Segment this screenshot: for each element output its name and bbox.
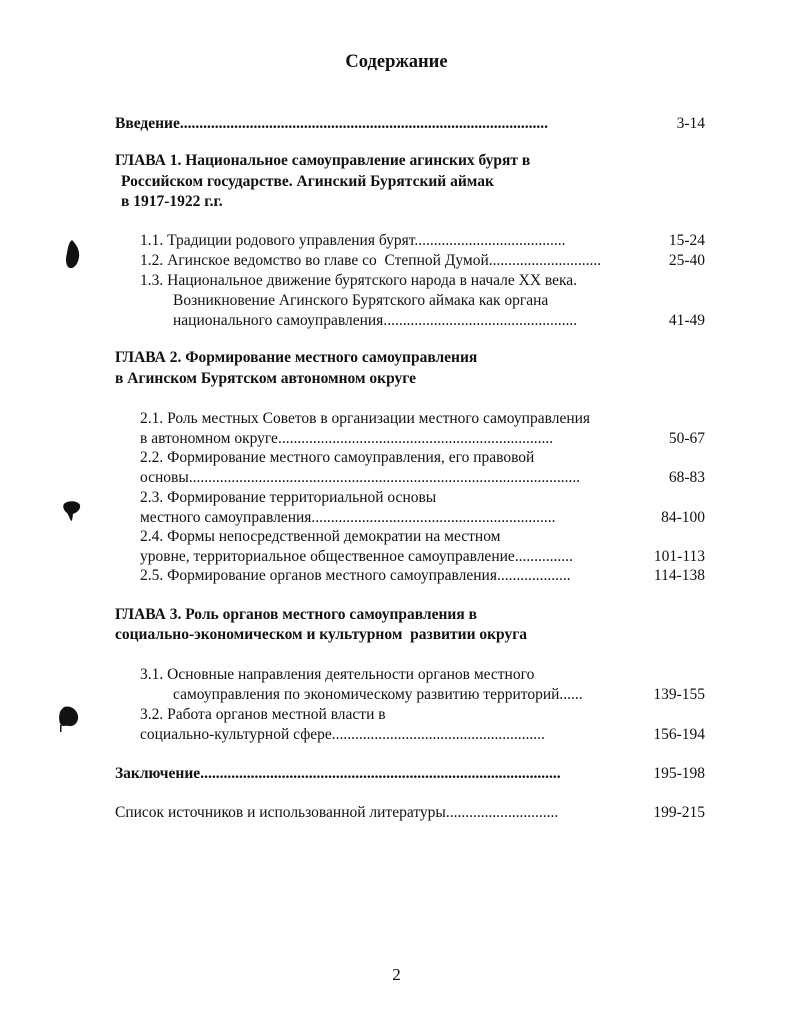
chapter-2-heading-line-2[interactable]: в Агинском Бурятском автономном округе <box>115 370 416 387</box>
page-range: 101-113 <box>645 547 705 567</box>
entry-text: национального самоуправления <box>173 312 384 329</box>
chapter-3-heading-line-1[interactable]: ГЛАВА 3. Роль органов местного самоуправления в <box>115 606 477 623</box>
entry-text: основы <box>140 469 189 486</box>
chapter-2-heading-line-1[interactable]: ГЛАВА 2. Формирование местного самоуправления <box>115 349 478 366</box>
punch-hole-mark <box>64 240 82 270</box>
toc-entry-2-5[interactable] <box>140 566 705 586</box>
toc-entry-1-3-line-3[interactable] <box>173 311 705 331</box>
entry-text: Список источников и использованной литературы <box>115 804 446 821</box>
chapter-1-heading-line-1[interactable]: ГЛАВА 1. Национальное самоуправление агинских бурят в <box>115 152 531 169</box>
leader-dots: ............... <box>514 548 573 565</box>
page-range: 3-14 <box>672 114 705 134</box>
page-range: 156-194 <box>645 725 705 745</box>
page-title: Содержание <box>345 52 448 72</box>
page-range: 15-24 <box>660 231 705 251</box>
entry-text: 1.1. Традиции родового управления бурят <box>140 232 415 249</box>
toc-entry-3-1-line-2[interactable] <box>173 685 705 705</box>
leader-dots: ................... <box>496 567 571 584</box>
chapter-1-heading-line-3[interactable]: в 1917-1922 г.г. <box>121 193 223 210</box>
punch-hole-mark <box>62 500 82 522</box>
entry-text: местного самоуправления <box>140 509 312 526</box>
toc-entry-3-2-line-1[interactable]: 3.2. Работа органов местной власти в <box>140 706 386 723</box>
leader-dots: ............................................................................................... <box>179 115 548 132</box>
toc-entry-conclusion[interactable] <box>115 764 705 784</box>
leader-dots: .................................................. <box>383 312 578 329</box>
leader-dots: ....................................... <box>414 232 566 249</box>
page-range: 68-83 <box>660 468 705 488</box>
page-range: 84-100 <box>653 508 705 528</box>
page-range: 41-49 <box>663 311 705 331</box>
toc-entry-3-2-line-2[interactable] <box>140 725 705 745</box>
toc-entry-1-3-line-2: Возникновение Агинского Бурятского аймака как органа <box>173 292 549 309</box>
entry-text: самоуправления по экономическому развитию территорий <box>173 686 560 703</box>
entry-text: Введение <box>115 115 180 132</box>
entry-text: в автономном округе <box>140 430 278 447</box>
page-range: 139-155 <box>645 685 705 705</box>
page-number: 2 <box>392 965 401 984</box>
page-range: 199-215 <box>645 803 705 823</box>
toc-entry-2-3-line-2[interactable] <box>140 508 705 528</box>
toc-entry-2-4-line-2[interactable] <box>140 547 705 567</box>
entry-text: 2.5. Формирование органов местного самоуправления <box>140 567 497 584</box>
toc-entry-sources[interactable] <box>115 803 705 823</box>
toc-entry-2-2-line-2[interactable] <box>140 468 705 488</box>
leader-dots: ..................................................................................................... <box>188 469 581 486</box>
toc-entry-2-2-line-1[interactable]: 2.2. Формирование местного самоуправления, его правовой <box>140 449 535 466</box>
toc-entry-introduction[interactable] <box>115 114 705 134</box>
entry-text: 1.2. Агинское ведомство во главе со Степной Думой <box>140 252 489 269</box>
leader-dots: ....................................................... <box>331 726 545 743</box>
chapter-3-heading-line-2[interactable]: социально-экономическом и культурном развитии округа <box>115 626 528 643</box>
leader-dots: ....................................................................... <box>277 430 554 447</box>
page-range: 25-40 <box>660 251 705 271</box>
entry-text: социально-культурной сфере <box>140 726 332 743</box>
toc-entry-2-3-line-1[interactable]: 2.3. Формирование территориальной основы <box>140 489 437 506</box>
toc-entry-1-1[interactable] <box>140 231 705 251</box>
chapter-1-heading-line-2[interactable]: Российском государстве. Агинский Бурятский аймак <box>121 173 494 190</box>
entry-text: уровне, территориальное общественное самоуправление <box>140 548 515 565</box>
leader-dots: ............................. <box>488 252 602 269</box>
toc-entry-1-2[interactable] <box>140 251 705 271</box>
entry-text: Заключение <box>115 765 201 782</box>
leader-dots: ............................................................................................. <box>200 765 561 782</box>
toc-entry-3-1-line-1[interactable]: 3.1. Основные направления деятельности органов местного <box>140 666 535 683</box>
page-range: 114-138 <box>645 566 705 586</box>
leader-dots: ...... <box>559 686 583 703</box>
page-range: 195-198 <box>645 764 705 784</box>
toc-entry-1-3-line-1[interactable]: 1.3. Национальное движение бурятского народа в начале XX века. <box>140 272 578 289</box>
toc-entry-2-4-line-1[interactable]: 2.4. Формы непосредственной демократии на местном <box>140 528 501 545</box>
page-range: 50-67 <box>660 429 705 449</box>
toc-entry-2-1-line-1[interactable]: 2.1. Роль местных Советов в организации местного самоуправления <box>140 410 591 427</box>
leader-dots: ............................. <box>445 804 559 821</box>
punch-hole-mark <box>58 705 80 733</box>
toc-entry-2-1-line-2[interactable] <box>140 429 705 449</box>
leader-dots: ............................................................... <box>311 509 556 526</box>
